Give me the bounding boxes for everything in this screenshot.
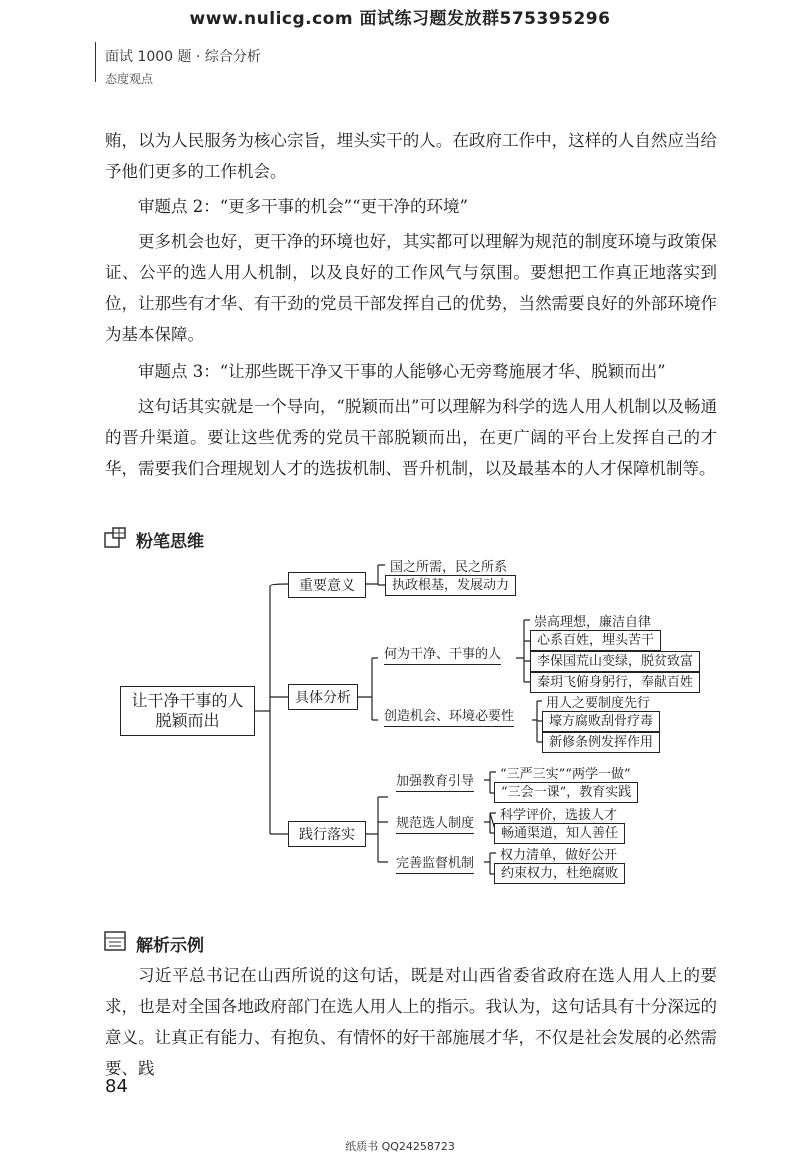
leaf-box: 约束权力，杜绝腐败 bbox=[494, 863, 625, 884]
leaf-text: 权力清单，做好公开 bbox=[500, 848, 618, 863]
paragraph-review-point-2: 更多机会也好，更干净的环境也好，其实都可以理解为规范的制度环境与政策保证、公平的选人用人机制，以及良好的工作风气与氛围。要想把工作真正地落实到位，让那些有才华、有干劲的党员干部发挥自己的优势，当然需要良好的外部环境作为基本保障。 bbox=[105, 232, 717, 344]
leaf-box: 秦玥飞俯身躬行，奉献百姓 bbox=[530, 672, 700, 693]
sub-branch-label: 加强教育引导 bbox=[396, 770, 474, 792]
running-header-title: 面试 1000 题 · 综合分析 bbox=[105, 49, 261, 65]
leaf-box: 畅通渠道，知人善任 bbox=[494, 823, 625, 844]
leaf-text: 用人之要制度先行 bbox=[546, 696, 651, 711]
sub-branch-label: 创造机会、环境必要性 bbox=[384, 705, 514, 727]
sub-branch-label: 规范选人制度 bbox=[396, 812, 474, 834]
example-section-icon bbox=[104, 931, 126, 955]
leaf-box: 执政根基，发展动力 bbox=[385, 575, 516, 596]
section-title-mindmap: 粉笔思维 bbox=[136, 532, 204, 552]
leaf-text: 国之所需，民之所系 bbox=[390, 560, 508, 575]
sub-branch-label: 完善监督机制 bbox=[396, 852, 474, 874]
branch-node-importance: 重要意义 bbox=[288, 572, 366, 598]
branch-node-practice: 践行落实 bbox=[288, 821, 366, 847]
leaf-box: 心系百姓，埋头苦干 bbox=[530, 630, 661, 651]
leaf-text: 科学评价，选拔人才 bbox=[500, 808, 618, 823]
leaf-box: “三会一课”，教育实践 bbox=[494, 782, 638, 803]
branch-node-analysis: 具体分析 bbox=[288, 684, 358, 710]
mindmap-root-node: 让干净干事的人 脱颖而出 bbox=[120, 686, 255, 736]
page-number: 84 bbox=[105, 1076, 128, 1097]
section-title-example: 解析示例 bbox=[136, 936, 204, 956]
watermark-banner: www.nulicg.com 面试练习题发放群575395296 bbox=[189, 9, 611, 29]
running-header-subtitle: 态度观点 bbox=[105, 72, 154, 86]
leaf-text: 崇高理想，廉洁自律 bbox=[534, 615, 652, 630]
footer-note: 纸质书 QQ24258723 bbox=[345, 1140, 455, 1153]
paragraph-review-point-3: 这句话其实就是一个导向，“脱颖而出”可以理解为科学的选人用人机制以及畅通的晋升渠道。要让这些优秀的党员干部脱颖而出，在更广阔的平台上发挥自己的才华，需要我们合理规划人才的选拔机制、晋升机制，以及最基本的人才保障机制等。 bbox=[105, 397, 717, 478]
leaf-text: “三严三实”“两学一做” bbox=[500, 767, 631, 782]
leaf-box: 李保国荒山变绿，脱贫致富 bbox=[530, 651, 700, 672]
review-point-3-heading: 审题点 3：“让那些既干净又干事的人能够心无旁骛施展才华、脱颖而出” bbox=[138, 362, 666, 381]
paragraph-example: 习近平总书记在山西所说的这句话，既是对山西省委省政府在选人用人上的要求，也是对全国各地政府部门在选人用人上的指示。我认为，这句话具有十分深远的意义。让真正有能力、有抱负、有情怀的好干部施展才华，不仅是社会发展的必然需要、践 bbox=[105, 966, 717, 1078]
leaf-box: 壕方腐败刮骨疗毒 bbox=[542, 711, 660, 732]
leaf-box: 新修条例发挥作用 bbox=[542, 732, 660, 753]
paragraph-continuation: 贿，以为人民服务为核心宗旨，埋头实干的人。在政府工作中，这样的人自然应当给予他们更多的工作机会。 bbox=[105, 131, 717, 181]
sub-branch-label: 何为干净、干事的人 bbox=[384, 643, 501, 665]
review-point-2-heading: 审题点 2：“更多干事的机会”“更干净的环境” bbox=[138, 197, 468, 216]
